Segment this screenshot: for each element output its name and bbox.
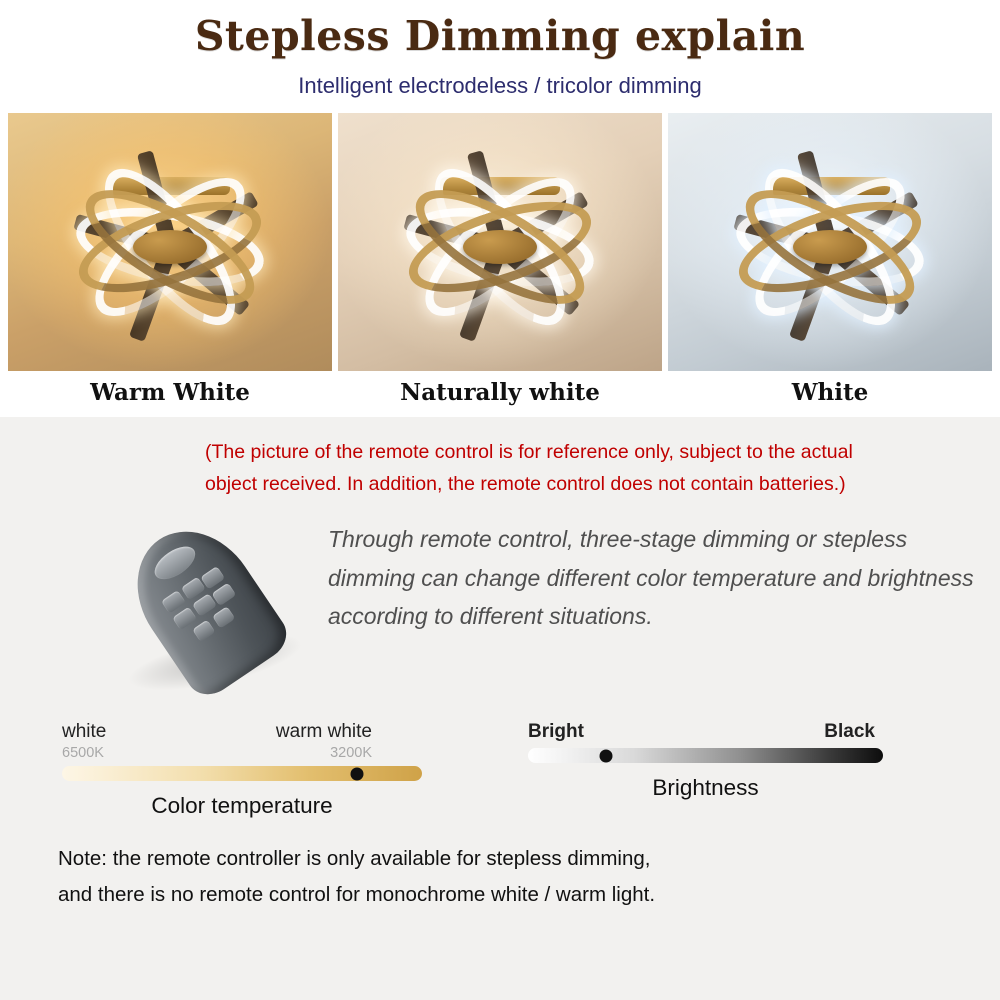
color-temperature-right-value: 3200K [330, 745, 372, 762]
ceiling-fan-light-fixture [360, 167, 640, 327]
product-image-naturally-white [338, 113, 662, 371]
remote-description-block [0, 500, 1000, 695]
fixture-hub [133, 230, 207, 264]
photo-cell-naturally-white [338, 113, 662, 410]
fixture-hub [793, 230, 867, 264]
page-title: Stepless Dimming explain [194, 12, 806, 60]
color-temperature-track[interactable] [62, 766, 422, 781]
color-temperature-labels [62, 721, 372, 743]
remote-control-image [120, 520, 320, 695]
color-temperature-title: Color temperature [151, 793, 333, 819]
product-image-warm-white [8, 113, 332, 371]
product-image-white [668, 113, 992, 371]
color-temperature-slider-group [0, 721, 520, 819]
color-temperature-values [62, 745, 372, 761]
slider-row [0, 695, 1000, 819]
remote-key [212, 606, 235, 629]
photo-cell-warm-white [8, 113, 332, 410]
photo-caption-naturally-white: Naturally white [400, 379, 600, 407]
brightness-labels [520, 721, 875, 743]
brightness-slider-group [520, 721, 980, 819]
brightness-left-label: Bright [528, 721, 584, 743]
color-temperature-left-label: white [62, 721, 107, 743]
color-temperature-left-value: 6500K [62, 745, 104, 762]
page-subtitle: Intelligent electrodeless / tricolor dimming [298, 73, 702, 99]
brightness-track[interactable] [528, 748, 883, 763]
remote-paragraph: Through remote control, three-stage dimming or stepless dimming can change different color temperature and brightness according to different situations. [328, 526, 974, 630]
disclaimer [0, 417, 1000, 500]
photo-caption-white: White [791, 379, 869, 407]
color-temperature-knob[interactable] [351, 767, 364, 780]
footer-note-line-2: and there is no remote control for monochrome white / warm light. [58, 883, 656, 907]
header [0, 0, 1000, 99]
photo-caption-warm-white: Warm White [90, 379, 250, 407]
footer-note [0, 819, 1000, 913]
remote-key [192, 620, 215, 643]
ceiling-fan-light-fixture [30, 167, 310, 327]
product-photo-row [0, 113, 1000, 410]
footer-note-line-1: Note: the remote controller is only available for stepless dimming, [58, 847, 651, 871]
disclaimer-line-2: object received. In addition, the remote control does not contain batteries.) [205, 472, 846, 495]
color-temperature-right-label: warm white [275, 721, 372, 743]
brightness-title: Brightness [652, 775, 759, 801]
disclaimer-line-1: (The picture of the remote control is for reference only, subject to the actual [205, 441, 853, 463]
photo-cell-white [668, 113, 992, 410]
lower-panel [0, 417, 1000, 1000]
ceiling-fan-light-fixture [690, 167, 970, 327]
fixture-hub [463, 230, 537, 264]
brightness-right-label: Black [824, 721, 875, 743]
brightness-knob[interactable] [600, 749, 613, 762]
